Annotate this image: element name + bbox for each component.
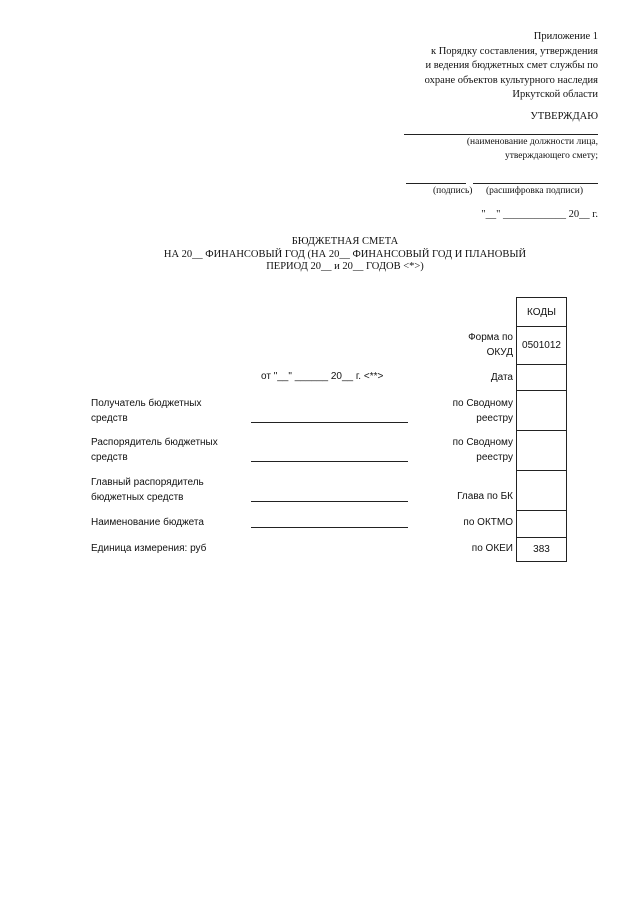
consolidated-label-line: реестру: [476, 452, 513, 463]
appendix-line: Приложение 1: [533, 31, 598, 42]
consolidated-register-label-2: [453, 435, 513, 465]
okud-label-line: Форма по: [468, 332, 513, 343]
okud-label: [468, 330, 513, 360]
okud-code-cell: 0501012: [517, 326, 566, 364]
position-caption-line: утверждающего смету;: [504, 151, 598, 161]
chief-manager-label-line: бюджетных средств: [91, 492, 184, 503]
estimate-date-line: от "__" ______ 20__ г. <**>: [261, 371, 384, 382]
codes-table: [516, 297, 567, 562]
document-title: [130, 236, 560, 274]
approval-heading: УТВЕРЖДАЮ: [530, 111, 598, 122]
title-line: НА 20__ ФИНАНСОВЫЙ ГОД (НА 20__ ФИНАНСОВЫЙ ГОД И ПЛАНОВЫЙ: [163, 248, 527, 260]
budget-name-fill-line: [251, 527, 408, 528]
appendix-line: Иркутской области: [512, 89, 598, 100]
chief-manager-fill-line: [251, 501, 408, 502]
title-line: БЮДЖЕТНАЯ СМЕТА: [291, 236, 399, 247]
recipient-fill-line: [251, 422, 408, 423]
recipient-label-line: средств: [91, 413, 128, 424]
consolidated-code-cell-1: [517, 390, 566, 430]
appendix-line: и ведения бюджетных смет службы по: [425, 60, 598, 71]
oktmo-code-cell: [517, 510, 566, 537]
appendix-line: к Порядку составления, утверждения: [430, 45, 598, 57]
budget-name-label: Наименование бюджета: [91, 517, 204, 528]
consolidated-label-line: по Сводному: [452, 398, 513, 409]
date-code-cell: [517, 364, 566, 390]
manager-fill-line: [251, 461, 408, 462]
bk-label: Глава по БК: [457, 491, 513, 502]
chief-manager-label-line: Главный распорядитель: [91, 477, 204, 488]
consolidated-register-label-1: [453, 396, 513, 426]
bk-code-cell: [517, 470, 566, 510]
consolidated-label-line: по Сводному: [452, 437, 513, 448]
position-caption: [467, 135, 598, 163]
approval-date: "__" ____________ 20__ г.: [481, 209, 598, 220]
title-line: ПЕРИОД 20__ и 20__ ГОДОВ <*>): [266, 261, 424, 272]
codes-header: КОДЫ: [527, 306, 556, 318]
recipient-label: [91, 396, 241, 426]
recipient-label-line: Получатель бюджетных: [91, 398, 202, 409]
manager-label: [91, 435, 241, 465]
signature-caption: (подпись): [433, 186, 473, 196]
manager-label-line: Распорядитель бюджетных: [91, 437, 218, 448]
appendix-line: охране объектов культурного наследия: [424, 74, 598, 86]
chief-manager-label: [91, 475, 241, 505]
date-label: Дата: [490, 372, 513, 383]
okud-label-line: ОКУД: [486, 347, 513, 358]
oktmo-label: по ОКТМО: [463, 517, 513, 528]
unit-label: Единица измерения: руб: [91, 543, 207, 554]
decoding-caption: (расшифровка подписи): [486, 186, 583, 196]
appendix-block: [358, 30, 598, 103]
consolidated-label-line: реестру: [476, 413, 513, 424]
manager-label-line: средств: [91, 452, 128, 463]
position-caption-line: (наименование должности лица,: [466, 137, 598, 147]
okei-code-cell: 383: [517, 537, 566, 561]
okei-label: по ОКЕИ: [471, 543, 513, 554]
consolidated-code-cell-2: [517, 430, 566, 470]
